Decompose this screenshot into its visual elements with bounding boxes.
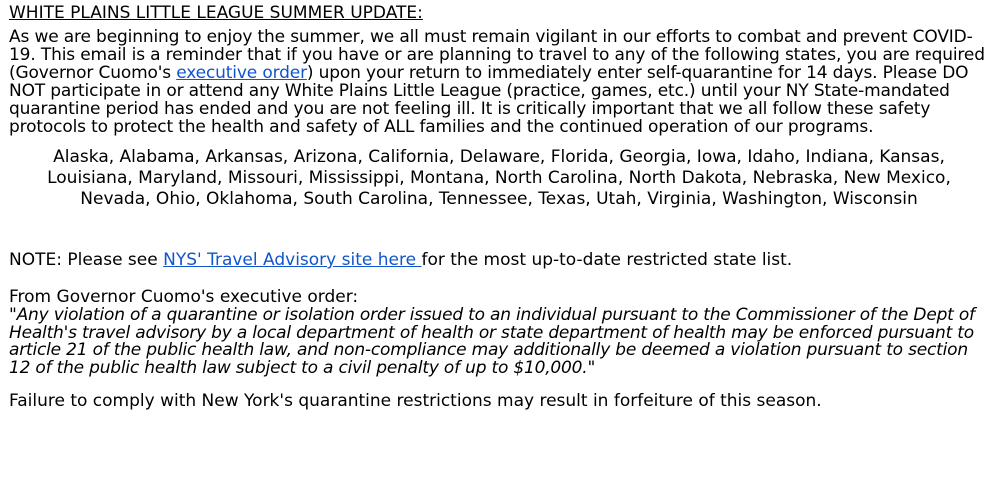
failure-warning: Failure to comply with New York's quarantine restrictions may result in forfeiture of this season. xyxy=(9,391,822,411)
intro-paragraph xyxy=(9,28,989,136)
intro-text-part2: ) upon your return to immediately enter self-quarantine for 14 days. Please DO NOT participate in or attend any White Plains Little League (practice, games, etc.) until your NY State-mandated quarantine period has ended and you are not feeling ill. It is critically important that we all follow these safety protocols to protect the health and safety of ALL families and the continued operation of our programs. xyxy=(9,63,969,137)
intro-text-part1: As we are beginning to enjoy the summer, we all must remain vigilant in our efforts to combat and prevent COVID-19. This email is a reminder that if you have or are planning to travel to any of the following states, you are required (Governor Cuomo's xyxy=(9,27,985,83)
restricted-states-list: Alaska, Alabama, Arkansas, Arizona, California, Delaware, Florida, Georgia, Iowa, Idaho, Indiana, Kansas, Louisiana, Maryland, Missouri, Mississippi, Montana, North Carolina, North Dakota, Nebraska, New Mexico, Nevada, Ohio, Oklahoma, South Carolina, Tennessee, Texas, Utah, Virginia, Washington, Wisconsin xyxy=(47,147,951,209)
executive-order-quote: "Any violation of a quarantine or isolation order issued to an individual pursuant to the Commissioner of the Dept of Health's travel advisory by a local department of health or state department of health may be enforced pursuant to article 21 of the public health law, and non-compliance may additionally be deemed a violation pursuant to section 12 of the public health law subject to a civil penalty of up to $10,000." xyxy=(9,305,975,378)
travel-advisory-link[interactable]: NYS' Travel Advisory site here xyxy=(163,250,422,270)
executive-order-link[interactable]: executive order xyxy=(176,63,307,83)
executive-order-intro: From Governor Cuomo's executive order: xyxy=(9,287,359,307)
email-body xyxy=(9,2,989,412)
note-prefix: NOTE: Please see xyxy=(9,250,164,270)
email-title: WHITE PLAINS LITTLE LEAGUE SUMMER UPDATE: xyxy=(9,3,423,23)
note-paragraph xyxy=(9,249,989,271)
note-suffix: for the most up-to-date restricted state list. xyxy=(421,250,793,270)
